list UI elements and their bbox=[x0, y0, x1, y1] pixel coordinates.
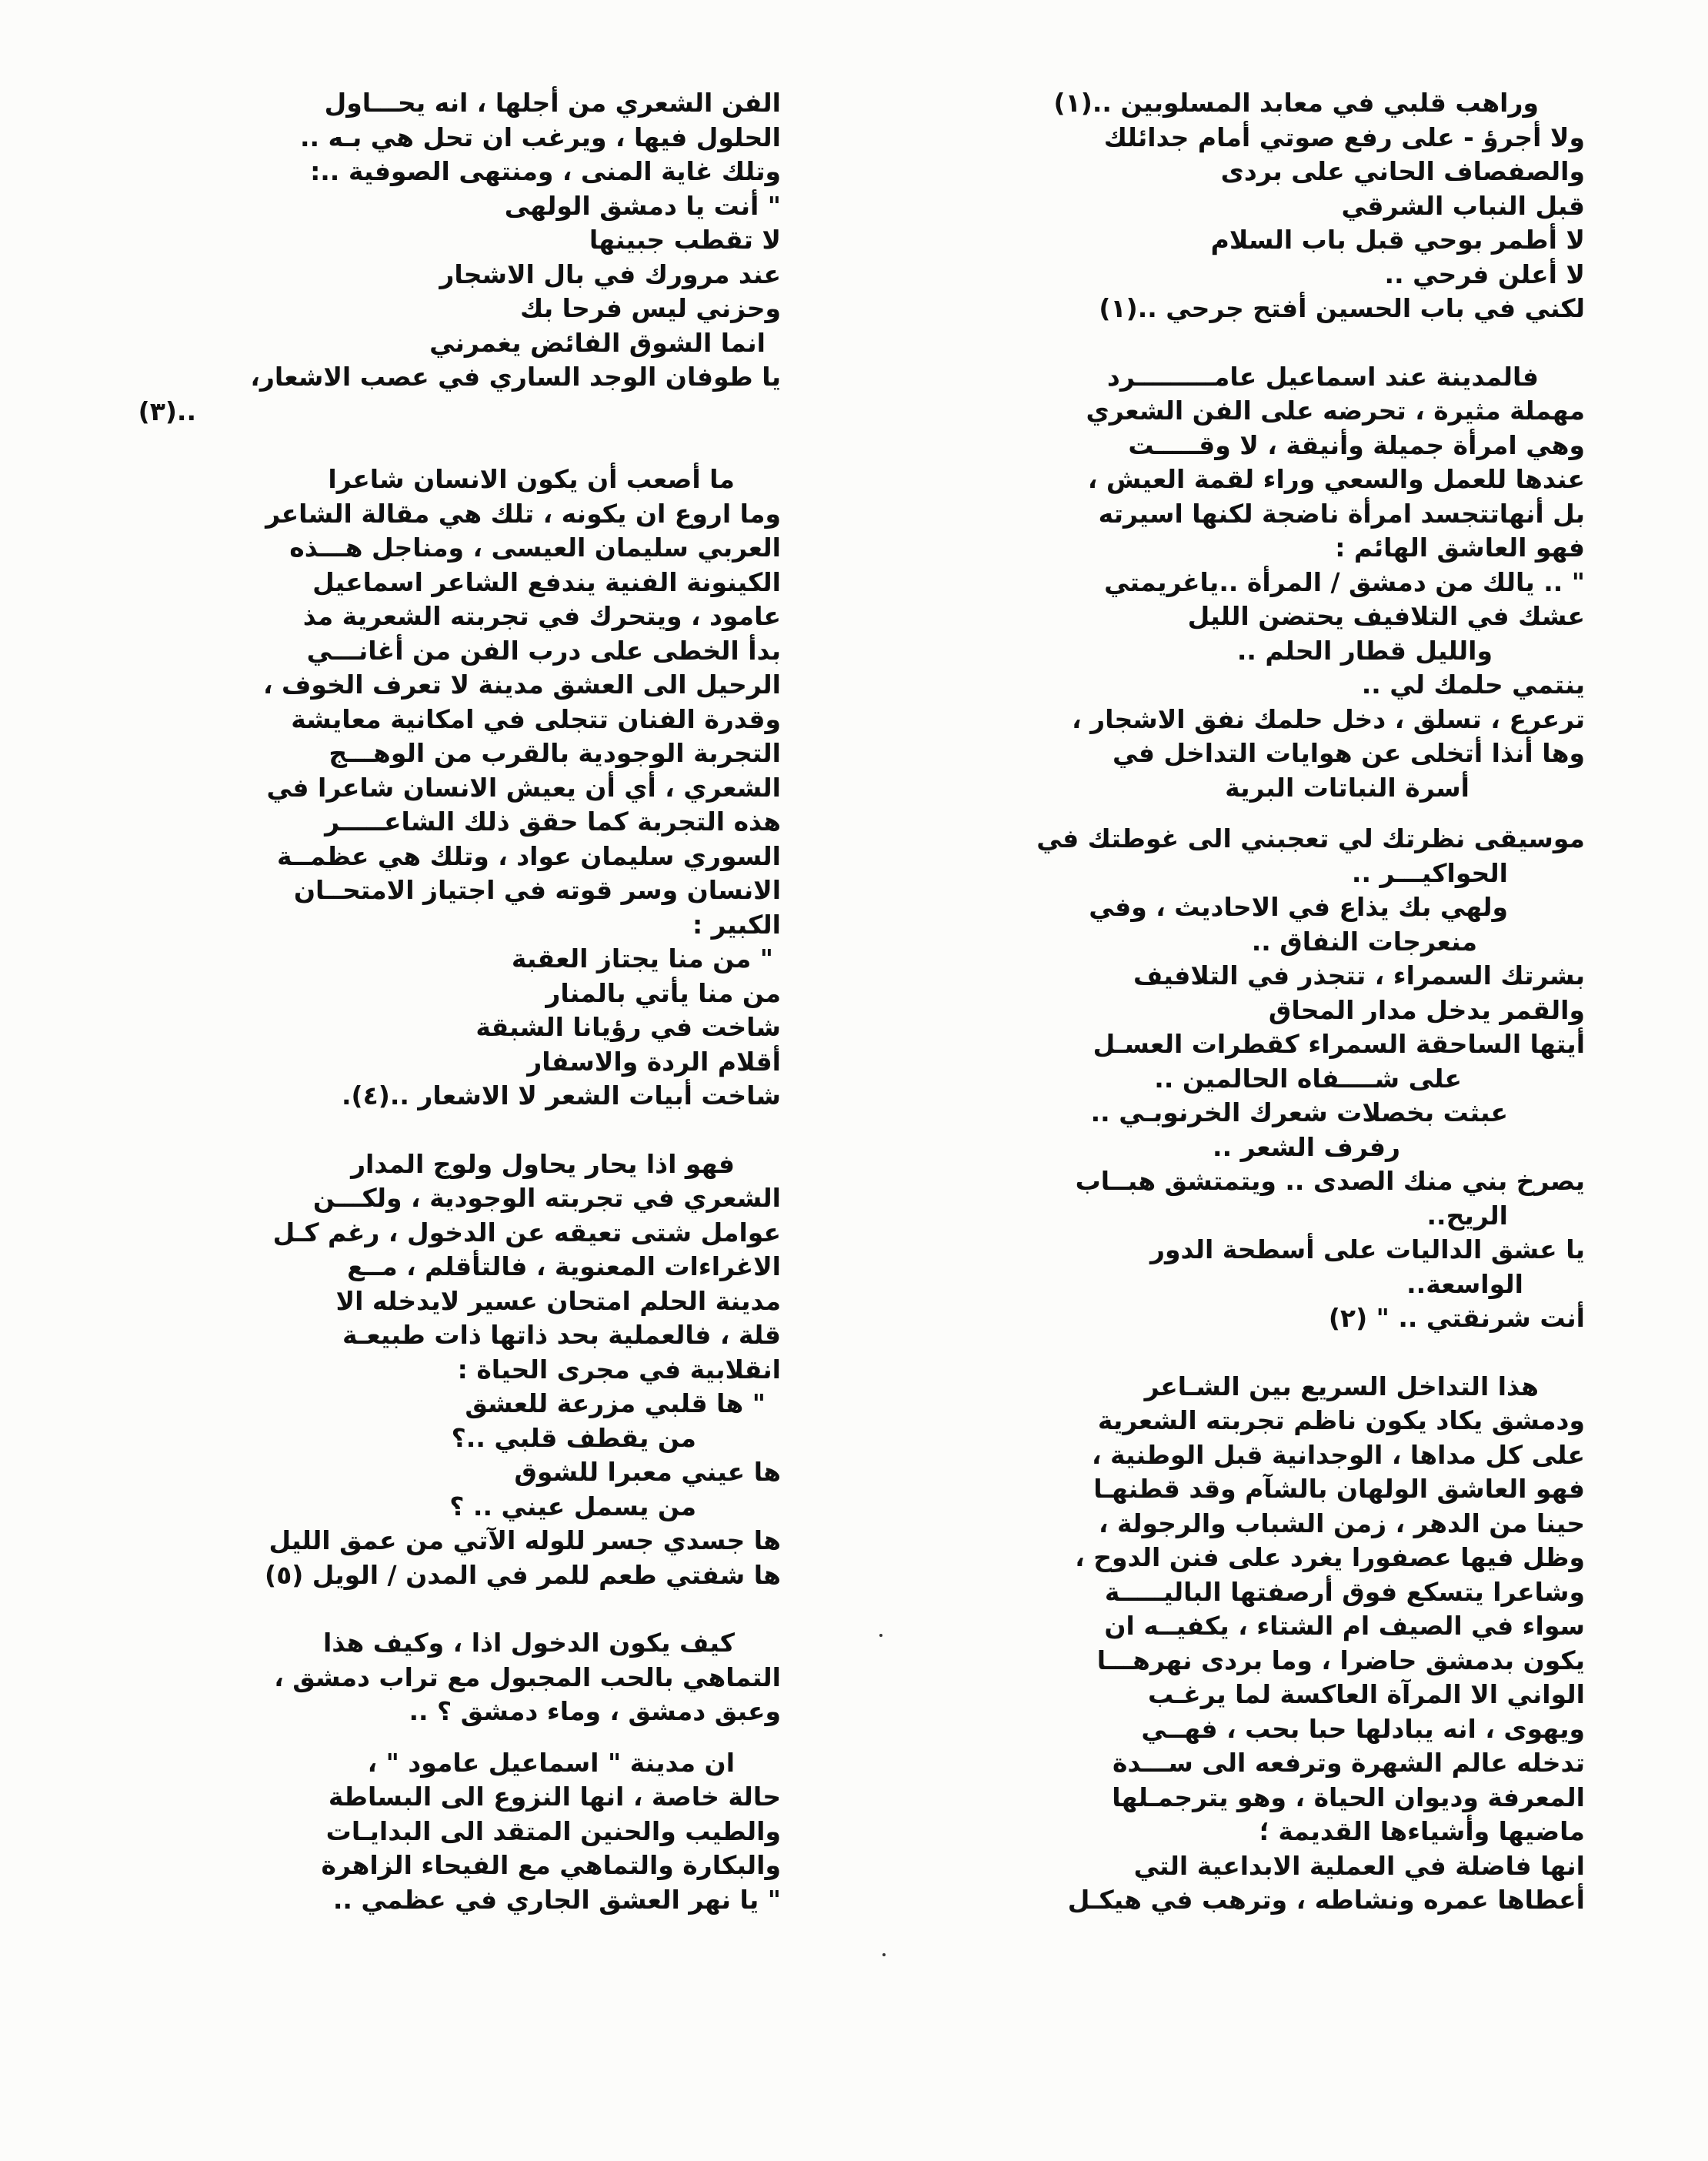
text-line: والليل قطار الحلم .. bbox=[1236, 635, 1493, 666]
text-line: الشعري في تجربته الوجودية ، ولكـــن bbox=[312, 1183, 781, 1213]
text-line: عوامل شتى تعيقه عن الدخول ، رغم كـل bbox=[272, 1217, 781, 1248]
text-line: العربي سليمان العيسى ، ومناجل هـــذه bbox=[289, 533, 781, 563]
text-line: رفرف الشعر .. bbox=[1213, 1131, 1400, 1162]
text-line: حينا من الدهر ، زمن الشباب والرجولة ، bbox=[1099, 1508, 1585, 1538]
text-line: " أنت يا دمشق الولهى bbox=[504, 190, 781, 221]
text-line: قلة ، فالعملية بحد ذاتها ذات طبيعـة bbox=[342, 1320, 781, 1350]
text-line: ودمشق يكاد يكون ناظم تجربته الشعرية bbox=[1097, 1405, 1585, 1435]
text-line: من يسمل عيني .. ؟ bbox=[449, 1491, 696, 1521]
text-line: فهو العاشق الولهان بالشآم وقد قطنهـا bbox=[1093, 1474, 1585, 1504]
text-line: الانسان وسر قوته في اجتياز الامتحــان bbox=[293, 875, 781, 905]
text-line: ها عيني معبرا للشوق bbox=[514, 1457, 781, 1487]
text-line: الاغراءات المعنوية ، فالتأقلم ، مــع bbox=[347, 1251, 781, 1281]
text-line: الواسعة.. bbox=[1406, 1268, 1523, 1299]
text-line: أيتها الساحقة السمراء كقطرات العسـل bbox=[1093, 1029, 1585, 1059]
text-line: والصفصاف الحاني على بردى bbox=[1220, 156, 1585, 186]
text-line: " من منا يجتاز العقبة bbox=[511, 944, 773, 974]
text-line: وظل فيها عصفورا يغرد على فنن الدوح ، bbox=[1075, 1542, 1585, 1572]
text-line: ..(٣) bbox=[138, 396, 196, 426]
text-line: ترعرع ، تسلق ، دخل حلمك نفق الاشجار ، bbox=[1072, 703, 1585, 734]
text-line: عبثت بخصلات شعرك الخرنوبـي .. bbox=[1090, 1097, 1508, 1127]
text-line: هذا التداخل السريع بين الشـاعر bbox=[1144, 1371, 1539, 1401]
text-line: مدينة الحلم امتحان عسير لايدخله الا bbox=[335, 1285, 781, 1316]
text-line: مهملة مثيرة ، تحرضه على الفن الشعري bbox=[1086, 396, 1585, 426]
text-line: هذه التجربة كما حقق ذلك الشاعـــــر bbox=[325, 807, 781, 837]
paragraph-gap bbox=[904, 1336, 1585, 1370]
text-line: الرحيل الى العشق مدينة لا تعرف الخوف ، bbox=[263, 670, 781, 700]
text-line: الحواكيـــر .. bbox=[1351, 857, 1508, 888]
left-column bbox=[104, 86, 781, 1917]
text-line: التجربة الوجودية بالقرب من الوهـــج bbox=[329, 738, 781, 768]
text-line: على شــــفاه الحالمين .. bbox=[1154, 1063, 1462, 1094]
text-line: أسرة النباتات البرية bbox=[1225, 772, 1469, 803]
paragraph-gap bbox=[904, 326, 1585, 360]
text-line: انها فاضلة في العملية الابداعية التي bbox=[1133, 1850, 1585, 1881]
text-line: وما اروع ان يكونه ، تلك هي مقالة الشاعر bbox=[265, 498, 781, 529]
text-line: لا تقطب جبينها bbox=[589, 225, 781, 255]
text-line: الواني الا المرآة العاكسة لما يرغـب bbox=[1147, 1679, 1585, 1709]
text-line: كيف يكون الدخول اذا ، وكيف هذا bbox=[322, 1628, 735, 1658]
text-line: الحلول فيها ، ويرغب ان تحل هي بـه .. bbox=[299, 122, 781, 152]
text-line: ان مدينة " اسماعيل عامود " ، bbox=[367, 1747, 735, 1778]
text-line: " ها قلبي مزرعة للعشق bbox=[465, 1388, 766, 1418]
paragraph-gap bbox=[104, 1592, 781, 1626]
text-line: والطيب والحنين المتقد الى البدايـات bbox=[325, 1815, 781, 1846]
paragraph-gap bbox=[904, 805, 1585, 822]
text-line: المعرفة وديوان الحياة ، وهو يترجمـلها bbox=[1112, 1782, 1585, 1812]
text-line: ها شفتي طعم للمر في المدن / الويل (٥) bbox=[264, 1559, 781, 1590]
scan-speck bbox=[879, 1634, 882, 1637]
text-line: انما الشوق الفائض يغمرني bbox=[429, 327, 766, 358]
text-line: تدخله عالم الشهرة وترفعه الى ســـدة bbox=[1112, 1748, 1585, 1778]
text-line: وحزني ليس فرحا بك bbox=[519, 293, 781, 323]
text-line: لكني في باب الحسين أفتح جرحي ..(١) bbox=[1099, 293, 1585, 323]
text-line: قبل النباب الشرقي bbox=[1341, 190, 1585, 221]
text-line: بدأ الخطى على درب الفن من أغانـــي bbox=[306, 635, 781, 666]
text-line: الكينونة الفنية يندفع الشاعر اسماعيل bbox=[312, 566, 781, 597]
text-line: يا طوفان الوجد الساري في عصب الاشعار، bbox=[250, 362, 781, 392]
text-line: سواء في الصيف ام الشتاء ، يكفيــه ان bbox=[1104, 1611, 1585, 1641]
text-line: موسيقى نظرتك لي تعجبني الى غوطتك في bbox=[1036, 823, 1585, 853]
text-line: فالمدينة عند اسماعيل عامـــــــــرد bbox=[1106, 361, 1539, 392]
text-line: وعبق دمشق ، وماء دمشق ؟ .. bbox=[409, 1696, 781, 1726]
text-line: السوري سليمان عواد ، وتلك هي عظمــة bbox=[277, 840, 781, 871]
text-line: منعرجات النفاق .. bbox=[1251, 926, 1477, 957]
text-line: أقلام الردة والاسفار bbox=[527, 1046, 781, 1077]
text-line: ما أصعب أن يكون الانسان شاعرا bbox=[328, 464, 735, 494]
text-line: ولا أجرؤ - على رفع صوتي أمام جدائلك bbox=[1103, 122, 1585, 152]
text-line: ولهي بك يذاع في الاحاديث ، وفي bbox=[1089, 892, 1508, 922]
text-line: على كل مداها ، الوجدانية قبل الوطنية ، bbox=[1091, 1439, 1585, 1470]
text-line: وها أنذا أتخلى عن هوايات التداخل في bbox=[1113, 738, 1585, 768]
text-line: لا أعلن فرحي .. bbox=[1384, 259, 1585, 289]
text-line: الشعري ، أي أن يعيش الانسان شاعرا في bbox=[266, 772, 781, 803]
text-line: شاخت أبيات الشعر لا الاشعار ..(٤). bbox=[341, 1080, 781, 1111]
text-line: حالة خاصة ، انها النزوع الى البساطة bbox=[328, 1782, 781, 1812]
text-line: وقدرة الفنان تتجلى في امكانية معايشة bbox=[291, 703, 781, 734]
text-line: الكبير : bbox=[692, 909, 781, 940]
text-line: الفن الشعري من أجلها ، انه يحـــاول bbox=[324, 88, 781, 118]
text-line: يا عشق الداليات على أسطحة الدور bbox=[1150, 1234, 1585, 1264]
text-line: ويهوى ، انه يبادلها حبا بحب ، فهــي bbox=[1141, 1713, 1585, 1744]
right-column bbox=[904, 86, 1585, 1918]
paragraph-gap bbox=[104, 1114, 781, 1147]
text-line: عشك في التلافيف يحتضن الليل bbox=[1187, 601, 1585, 631]
text-line: ينتمي حلمك لي .. bbox=[1361, 670, 1585, 700]
text-line: ها جسدي جسر للوله الآتي من عمق الليل bbox=[269, 1525, 781, 1555]
text-line: أعطاها عمره ونشاطه ، وترهب في هيكـل bbox=[1067, 1885, 1585, 1915]
text-line: يصرخ بني منك الصدى .. ويتمتشق هبــاب bbox=[1075, 1166, 1585, 1196]
text-line: فهو اذا يحار يحاول ولوج المدار bbox=[351, 1148, 735, 1179]
text-line: يكون بدمشق حاضرا ، وما بردى نهرهـــا bbox=[1096, 1645, 1585, 1675]
text-line: والبكارة والتماهي مع الفيحاء الزاهرة bbox=[321, 1850, 781, 1880]
text-line: من منا يأتي بالمنار bbox=[545, 977, 781, 1008]
text-line: لا أطمر بوحي قبل باب السلام bbox=[1210, 225, 1585, 255]
text-line: ماضيها وأشياءها القديمة ؛ bbox=[1259, 1816, 1585, 1846]
text-line: عند مرورك في بال الاشجار bbox=[439, 259, 781, 289]
text-line: أنت شرنقتي .. " (٢) bbox=[1328, 1303, 1585, 1333]
paragraph-gap bbox=[104, 1729, 781, 1746]
text-line: " يا نهر العشق الجاري في عظمي .. bbox=[332, 1884, 781, 1915]
text-line: وتلك غاية المنى ، ومنتهى الصوفية ..: bbox=[310, 156, 781, 186]
scan-speck bbox=[882, 1953, 886, 1956]
text-line: والقمر يدخل مدار المحاق bbox=[1268, 994, 1585, 1025]
text-line: انقلابية في مجرى الحياة : bbox=[457, 1354, 781, 1384]
text-line: عامود ، ويتحرك في تجربته الشعرية مذ bbox=[302, 601, 781, 631]
text-line: من يقطف قلبي ..؟ bbox=[451, 1422, 696, 1453]
text-line: بشرتك السمراء ، تتجذر في التلافيف bbox=[1133, 960, 1585, 990]
text-line: الريح.. bbox=[1426, 1200, 1508, 1231]
text-line: فهو العاشق الهائم : bbox=[1335, 533, 1585, 563]
text-line: شاخت في رؤيانا الشبقة bbox=[475, 1012, 781, 1042]
text-line: وشاعرا يتسكع فوق أرصفتها الباليـــــة bbox=[1104, 1576, 1585, 1607]
text-line: وراهب قلبي في معابد المسلوبين ..(١) bbox=[1053, 88, 1539, 118]
text-line: عندها للعمل والسعي وراء لقمة العيش ، bbox=[1087, 464, 1585, 494]
text-line: وهي امرأة جميلة وأنيقة ، لا وقـــــت bbox=[1128, 429, 1585, 460]
text-line: بل أنهاتتجسد امرأة ناضجة لكنها اسيرته bbox=[1098, 498, 1585, 529]
text-line: التماهي بالحب المجبول مع تراب دمشق ، bbox=[274, 1662, 781, 1692]
paragraph-gap bbox=[104, 429, 781, 463]
text-line: " .. يالك من دمشق / المرأة ..ياغريمتي bbox=[1104, 566, 1585, 597]
